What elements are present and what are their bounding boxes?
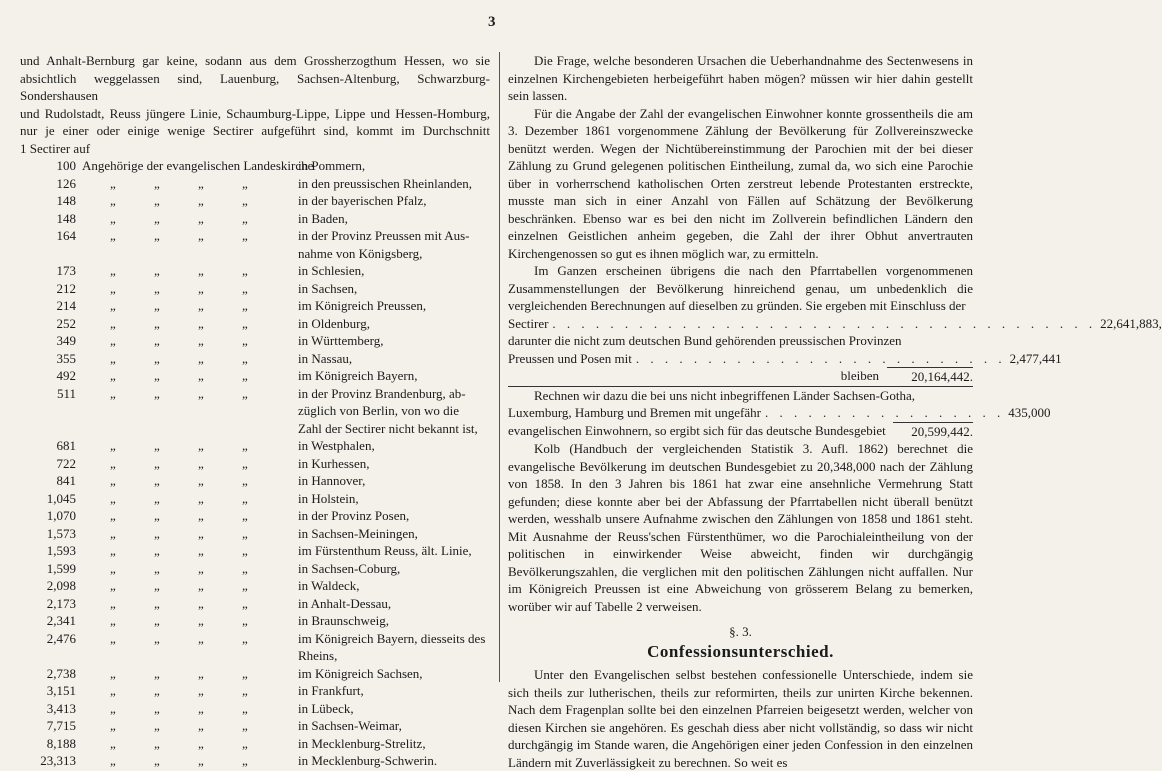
- ditto-mark: „: [198, 683, 204, 698]
- ditto-mark: „: [242, 263, 248, 278]
- region-name: in der Provinz Posen,: [298, 508, 410, 523]
- region-name: im Königreich Sachsen,: [298, 665, 423, 681]
- ditto-mark: „: [154, 560, 160, 576]
- sum-value: 22,641,883,: [1100, 315, 1162, 331]
- table-row: [20, 227, 490, 245]
- table-row: [20, 752, 490, 770]
- table-row: [20, 210, 490, 228]
- ditto-mark: „: [154, 753, 160, 768]
- ditto-mark: „: [154, 263, 160, 278]
- ditto-mark: „: [110, 455, 116, 471]
- ditto-mark: „: [110, 525, 116, 541]
- ditto-mark: „: [154, 350, 160, 366]
- table-row: [20, 175, 490, 193]
- region-name: in Schlesien,: [298, 263, 365, 278]
- ditto-mark: „: [198, 525, 204, 541]
- table-row: [20, 525, 490, 543]
- ditto-marks: [110, 735, 290, 753]
- ditto-marks: [110, 297, 290, 315]
- ditto-marks: [110, 210, 290, 228]
- ditto-mark: „: [198, 473, 204, 488]
- table-row: [20, 507, 490, 525]
- region-name: im Fürstenthum Reuss, ält. Linie,: [298, 543, 472, 558]
- ditto-mark: „: [154, 508, 160, 523]
- ditto-marks: [110, 665, 290, 683]
- ditto-marks: [110, 682, 290, 700]
- ditto-mark: „: [154, 333, 160, 348]
- ditto-mark: „: [110, 350, 116, 366]
- sum-label: darunter die nicht zum deutschen Bund gehörenden preussischen Provinzen: [508, 333, 902, 348]
- ditto-mark: „: [154, 368, 160, 383]
- region-name: nahme von Königsberg,: [298, 245, 423, 261]
- ratio-number: 2,476: [46, 630, 76, 646]
- sum-line-sectirer: [508, 315, 1162, 333]
- intro-line: 1 Sectirer auf: [20, 140, 91, 156]
- ditto-mark: „: [110, 280, 116, 296]
- ditto-mark: „: [198, 263, 204, 278]
- ditto-mark: „: [154, 718, 160, 733]
- paragraph: Rechnen wir dazu die bei uns nicht inbegriffenen Länder Sachsen-Gotha,: [508, 386, 973, 405]
- column-divider: [499, 52, 500, 682]
- ratio-number: 492: [56, 368, 76, 383]
- ditto-marks: [110, 542, 290, 560]
- ditto-mark: „: [242, 228, 248, 243]
- ditto-marks: [110, 752, 290, 770]
- ditto-mark: „: [198, 210, 204, 226]
- table-row: [20, 367, 490, 385]
- ratio-number: 511: [56, 385, 76, 401]
- ratio-number: 1,070: [46, 508, 76, 523]
- table-row: [20, 437, 490, 455]
- table-row: [20, 717, 490, 735]
- ditto-mark: „: [154, 700, 160, 716]
- region-name: in den preussischen Rheinlanden,: [298, 175, 473, 191]
- ratio-number: 1,573: [46, 525, 76, 541]
- ditto-mark: „: [198, 193, 204, 208]
- sum-label: Preussen und Posen mit: [508, 350, 632, 366]
- ditto-marks: [110, 350, 290, 368]
- table-row: [20, 455, 490, 473]
- sum-line-bleiben: [508, 367, 973, 386]
- ditto-mark: „: [198, 228, 204, 243]
- sum-label: Luxemburg, Hamburg und Bremen mit ungefähr: [508, 405, 761, 420]
- ditto-mark: „: [154, 298, 160, 313]
- table-row: [20, 700, 490, 718]
- ditto-mark: „: [242, 368, 248, 383]
- region-name: in Sachsen-Weimar,: [298, 718, 402, 733]
- ditto-mark: „: [198, 595, 204, 611]
- table-row: [20, 332, 490, 350]
- region-name: in Anhalt-Dessau,: [298, 595, 392, 611]
- ditto-mark: „: [154, 543, 160, 558]
- ditto-marks: [110, 280, 290, 298]
- ditto-mark: „: [110, 700, 116, 716]
- region-name: in Sachsen-Coburg,: [298, 560, 401, 576]
- ditto-mark: „: [242, 700, 248, 716]
- ditto-mark: „: [242, 665, 248, 681]
- region-name: in Holstein,: [298, 490, 359, 506]
- ditto-mark: „: [198, 753, 204, 768]
- ditto-marks: [110, 630, 290, 648]
- ditto-mark: „: [154, 193, 160, 208]
- ditto-mark: „: [242, 280, 248, 296]
- region-name: in Waldeck,: [298, 578, 360, 593]
- ditto-mark: „: [154, 228, 160, 243]
- intro-line: und Rudolstadt, Reuss jüngere Linie, Schaumburg-Lippe, Lippe und Hessen-Homburg,: [20, 105, 490, 121]
- ditto-mark: „: [198, 543, 204, 558]
- ditto-mark: „: [110, 508, 116, 523]
- region-name: in Mecklenburg-Schwerin.: [298, 753, 438, 768]
- ratio-number: 148: [56, 210, 76, 226]
- ratio-number: 3,413: [46, 700, 76, 716]
- ditto-mark: „: [154, 473, 160, 488]
- region-name: in Sachsen-Meiningen,: [298, 525, 418, 541]
- table-row: [20, 577, 490, 595]
- paragraph: Im Ganzen erscheinen übrigens die nach den Pfarrtabellen vorgenommenen Zusammenstellungen der Bevölkerung hinreichend genau, um unbedenklich die vergleichenden Berechnungen auf dieselben zu gründen. Sie ergeben mit Einschluss der: [508, 263, 973, 313]
- sum-label: Sectirer: [508, 315, 549, 331]
- region-name: in der Provinz Preussen mit Aus-: [298, 228, 470, 243]
- ditto-mark: „: [198, 560, 204, 576]
- ratio-number: 23,313: [40, 753, 76, 768]
- table-row: [20, 402, 490, 420]
- ratio-number: 681: [56, 438, 76, 453]
- ditto-marks: [110, 262, 290, 280]
- ditto-marks: [110, 507, 290, 525]
- ditto-mark: „: [242, 735, 248, 751]
- ditto-mark: „: [110, 560, 116, 576]
- paragraph: Die Frage, welche besonderen Ursachen die Ueberhandnahme des Sectenwesens in einzelnen Kirchengebieten herbeigeführt haben mögen? müssen wir hier dahin gestellt sein lassen.: [508, 53, 973, 103]
- sum-value: 435,000: [1008, 405, 1051, 420]
- region-name: in Baden,: [298, 210, 348, 226]
- ditto-mark: „: [110, 385, 116, 401]
- table-row: [20, 630, 490, 648]
- ratio-number: 349: [56, 333, 76, 348]
- ratio-number: 1,593: [46, 543, 76, 558]
- ditto-mark: „: [110, 683, 116, 698]
- ratio-number: 212: [56, 280, 76, 296]
- sum-line-gotha: [508, 404, 1051, 422]
- paragraph: Kolb (Handbuch der vergleichenden Statistik 3. Aufl. 1862) berechnet die evangelische Bevölkerung im deutschen Bundesgebiet zu 20,348,000 nach der Zählung von 1858. In den 3 Jahren bis 1861 hat zwar eine ansehnliche Vermehrung Statt gefunden; diese konnte aber bei der Abfassung der Pfarrtabellen nicht überall benützt werden, wesshalb unsere Aufnahme zwischen den Zählungen von 1858 und 1861 steht. Mit Ausnahme der Reuss'schen Fürstenthümer, wo die Parochialeintheilung von der politischen in einwirkender Weise abweicht, finden wir durchgängig Bevölkerungszahlen, die verglichen mit den politischen Zählungen nicht auffallen. Nur im Königreich Preussen ist eine Abweichung von grösserem Belang zu bemerken, worüber wir auf Tabelle 2 verweisen.: [508, 441, 973, 614]
- ditto-mark: „: [198, 718, 204, 733]
- ratio-number: 100: [56, 158, 76, 173]
- sum-line-preussen: [508, 350, 1062, 368]
- region-name: im Königreich Bayern,: [298, 368, 418, 383]
- ratio-number: 173: [56, 263, 76, 278]
- ditto-mark: „: [242, 298, 248, 313]
- ditto-mark: „: [154, 490, 160, 506]
- ditto-mark: „: [242, 175, 248, 191]
- sum-value: 2,477,441: [1009, 350, 1062, 366]
- ditto-mark: „: [110, 595, 116, 611]
- ratio-number: 7,715: [46, 718, 76, 733]
- ditto-mark: „: [242, 490, 248, 506]
- ditto-mark: „: [110, 228, 116, 243]
- ditto-marks: [110, 525, 290, 543]
- ditto-mark: „: [110, 315, 116, 331]
- ditto-mark: „: [198, 490, 204, 506]
- ditto-mark: „: [242, 385, 248, 401]
- page-number: 3: [488, 14, 496, 30]
- ditto-marks: [110, 315, 290, 333]
- region-name: in Pommern,: [298, 158, 366, 173]
- table-row: [20, 542, 490, 560]
- ditto-marks: [110, 175, 290, 193]
- ditto-mark: „: [154, 175, 160, 191]
- region-name: in der bayerischen Pfalz,: [298, 193, 427, 208]
- ditto-mark: „: [154, 665, 160, 681]
- ditto-marks: [110, 437, 290, 455]
- ditto-mark: „: [242, 543, 248, 558]
- ratio-text: Angehörige der evangelischen Landeskirche: [82, 158, 314, 173]
- ditto-mark: „: [198, 385, 204, 401]
- ditto-mark: „: [242, 613, 248, 628]
- ditto-mark: „: [154, 210, 160, 226]
- ditto-mark: „: [110, 718, 116, 733]
- left-column: [20, 52, 490, 770]
- intro-line: absichtlich weggelassen sind, Lauenburg, Sachsen-Altenburg, Schwarzburg-Sondershausen: [20, 70, 490, 103]
- ditto-mark: „: [242, 438, 248, 453]
- ditto-mark: „: [110, 735, 116, 751]
- region-name: in der Provinz Brandenburg, ab-: [298, 385, 466, 401]
- section-heading: Confessionsunterschied.: [647, 641, 834, 661]
- table-row: [20, 647, 490, 665]
- ditto-mark: „: [242, 595, 248, 611]
- ratio-number: 2,341: [46, 613, 76, 628]
- region-name: in Sachsen,: [298, 280, 358, 296]
- leader-dots: . . . . . . . . . . . . . . . . . . . . . . . . . .: [635, 350, 1006, 366]
- table-row: [20, 735, 490, 753]
- ditto-mark: „: [242, 473, 248, 488]
- ditto-mark: „: [198, 455, 204, 471]
- ditto-mark: „: [198, 315, 204, 331]
- ditto-mark: „: [154, 578, 160, 593]
- ditto-mark: „: [242, 455, 248, 471]
- sum-line-bundesgebiet: [508, 422, 973, 441]
- table-row: [20, 472, 490, 490]
- ditto-mark: „: [242, 508, 248, 523]
- ratio-number: 2,738: [46, 665, 76, 681]
- ditto-marks: [110, 472, 290, 490]
- ratio-number: 252: [56, 315, 76, 331]
- table-row: [20, 262, 490, 280]
- ditto-marks: [110, 332, 290, 350]
- region-name: züglich von Berlin, von wo die: [298, 403, 460, 418]
- ditto-marks: [110, 455, 290, 473]
- table-row: [20, 192, 490, 210]
- paragraph: Für die Angabe der Zahl der evangelischen Einwohner konnte grossentheils die am 3. Dezember 1861 vorgenommene Zählung der Bevölkerung für Zollvereinszwecke benützt werden. Wegen der Nichtübereinstimmung der Parochien mit der bei dieser Zählung zu Grund gelegenen politischen Eintheilung, zumal da, wo sich eine Parochie über in vorherrschend katholischen Orten zerstreut lebende Protestanten erstreckte, musste man sich in einer Anzahl von Fällen auf Schätzung der Bevölkerung beschränken. Ebenso war es bei den nicht im Zollverein befindlichen Ländern den einzelnen Geistlichen anheim gegeben, die Zahl der ihrer Obhut anvertrauten Kirchengenossen so gut es ihnen möglich war, zu ermitteln.: [508, 105, 973, 261]
- region-name: in Lübeck,: [298, 700, 354, 716]
- ditto-mark: „: [154, 630, 160, 646]
- ditto-mark: „: [110, 263, 116, 278]
- ditto-marks: [110, 490, 290, 508]
- ratio-number: 126: [56, 175, 76, 191]
- ratio-number: 164: [56, 228, 76, 243]
- table-row: [20, 385, 490, 403]
- ditto-mark: „: [198, 298, 204, 313]
- right-column: [508, 52, 1162, 771]
- region-name: in Württemberg,: [298, 333, 384, 348]
- ratio-number: 355: [56, 350, 76, 366]
- region-name: in Frankfurt,: [298, 683, 364, 698]
- ditto-marks: [110, 612, 290, 630]
- ditto-mark: „: [242, 315, 248, 331]
- ditto-mark: „: [198, 630, 204, 646]
- sum-label: evangelischen Einwohnern, so ergibt sich für das deutsche Bundesgebiet: [508, 422, 886, 438]
- region-name: in Mecklenburg-Strelitz,: [298, 735, 426, 751]
- ditto-mark: „: [110, 490, 116, 506]
- ditto-mark: „: [110, 473, 116, 488]
- ditto-mark: „: [154, 385, 160, 401]
- ditto-mark: „: [110, 333, 116, 348]
- ratio-number: 2,098: [46, 578, 76, 593]
- region-name: in Hannover,: [298, 473, 366, 488]
- ditto-mark: „: [242, 718, 248, 733]
- ditto-mark: „: [242, 560, 248, 576]
- ditto-mark: „: [242, 525, 248, 541]
- table-row: [20, 280, 490, 298]
- ditto-marks: [110, 227, 290, 245]
- ditto-mark: „: [154, 455, 160, 471]
- ditto-mark: „: [154, 683, 160, 698]
- region-name: in Braunschweig,: [298, 613, 389, 628]
- table-row: [20, 595, 490, 613]
- ditto-mark: „: [242, 578, 248, 593]
- ratio-number: 722: [56, 455, 76, 471]
- ditto-mark: „: [110, 210, 116, 226]
- ratio-number: 214: [56, 298, 76, 313]
- ditto-mark: „: [242, 630, 248, 646]
- leader-dots: . . . . . . . . . . . . . . . . . . . . . . . . . . . . . . . . . . . . . .: [552, 315, 1097, 331]
- region-name: in Oldenburg,: [298, 315, 370, 331]
- ditto-mark: „: [154, 438, 160, 453]
- ditto-mark: „: [242, 753, 248, 768]
- ditto-mark: „: [198, 175, 204, 191]
- ditto-mark: „: [242, 683, 248, 698]
- ditto-mark: „: [198, 578, 204, 593]
- ditto-mark: „: [154, 280, 160, 296]
- ditto-mark: „: [242, 333, 248, 348]
- ditto-mark: „: [198, 280, 204, 296]
- ditto-mark: „: [110, 298, 116, 313]
- ditto-marks: [110, 560, 290, 578]
- region-name: in Nassau,: [298, 350, 353, 366]
- ratio-number: 841: [56, 473, 76, 488]
- ditto-mark: „: [198, 350, 204, 366]
- table-row: [20, 297, 490, 315]
- ditto-mark: „: [198, 508, 204, 523]
- section-number: §. 3.: [729, 624, 752, 639]
- ditto-mark: „: [198, 438, 204, 453]
- region-name: Zahl der Sectirer nicht bekannt ist,: [298, 420, 478, 436]
- ditto-mark: „: [154, 735, 160, 751]
- sum-label: bleiben: [840, 368, 879, 383]
- ratio-table: [20, 175, 490, 770]
- ditto-mark: „: [198, 613, 204, 628]
- ditto-mark: „: [242, 210, 248, 226]
- region-name: Rheins,: [298, 648, 338, 663]
- ditto-mark: „: [242, 350, 248, 366]
- ditto-mark: „: [110, 665, 116, 681]
- ratio-number: 1,045: [46, 490, 76, 506]
- ditto-mark: „: [110, 613, 116, 628]
- ditto-marks: [110, 577, 290, 595]
- ditto-mark: „: [110, 630, 116, 646]
- table-row: [20, 315, 490, 333]
- table-row: [20, 350, 490, 368]
- region-name: im Königreich Preussen,: [298, 298, 427, 313]
- table-row: [20, 490, 490, 508]
- ditto-mark: „: [154, 613, 160, 628]
- ditto-marks: [110, 717, 290, 735]
- ratio-number: 2,173: [46, 595, 76, 611]
- ditto-mark: „: [110, 193, 116, 208]
- table-row: [20, 245, 490, 263]
- sum-value: 20,599,442.: [893, 422, 973, 441]
- ditto-marks: [110, 367, 290, 385]
- ditto-mark: „: [198, 368, 204, 383]
- ditto-mark: „: [110, 543, 116, 558]
- table-row: [20, 157, 490, 175]
- ditto-marks: [110, 192, 290, 210]
- ditto-mark: „: [154, 525, 160, 541]
- region-name: im Königreich Bayern, diesseits des: [298, 630, 486, 646]
- ditto-mark: „: [198, 333, 204, 348]
- ditto-mark: „: [198, 735, 204, 751]
- ditto-mark: „: [110, 753, 116, 768]
- table-row: [20, 560, 490, 578]
- ditto-mark: „: [110, 438, 116, 453]
- sum-value: 20,164,442.: [887, 367, 973, 386]
- table-row: [20, 665, 490, 683]
- ratio-number: 3,151: [46, 683, 76, 698]
- ditto-mark: „: [242, 193, 248, 208]
- intro-line: nur je einer oder einige wenige Sectirer aufgeführt sind, kommt im Durchschnitt: [20, 123, 490, 138]
- table-row: [20, 682, 490, 700]
- ditto-mark: „: [110, 368, 116, 383]
- table-row: [20, 612, 490, 630]
- leader-dots: . . . . . . . . . . . . . . . . .: [764, 405, 1005, 420]
- region-name: in Kurhessen,: [298, 455, 370, 471]
- ditto-mark: „: [198, 700, 204, 716]
- ratio-number: 1,599: [46, 560, 76, 576]
- table-row: [20, 420, 490, 438]
- region-name: in Westphalen,: [298, 438, 375, 453]
- ditto-mark: „: [154, 315, 160, 331]
- ditto-marks: [110, 385, 290, 403]
- ditto-marks: [110, 700, 290, 718]
- ditto-mark: „: [154, 595, 160, 611]
- intro-line: und Anhalt-Bernburg gar keine, sodann aus dem Grossherzogthum Hessen, wo sie: [20, 53, 490, 68]
- ratio-number: 148: [56, 193, 76, 208]
- paragraph: Unter den Evangelischen selbst bestehen confessionelle Unterschiede, indem sie sich theils zur lutherischen, theils zur reformirten, theils zur unirten Kirche bekennen. Nach dem Fragenplan sollte bei den einzelnen Pfarreien beigesetzt werden, welcher von diesen Kirchen sie angehören. Es geschah diess aber nicht vollständig, so dass wir nicht durchgängig im Stande waren, die Angehörigen einer jeden Confession in den einzelnen Ländern mit Zuverlässigkeit zu berechnen. So weit es: [508, 667, 973, 770]
- ditto-mark: „: [110, 578, 116, 593]
- ditto-mark: „: [110, 175, 116, 191]
- ditto-mark: „: [198, 665, 204, 681]
- ratio-number: 8,188: [46, 735, 76, 751]
- ditto-marks: [110, 595, 290, 613]
